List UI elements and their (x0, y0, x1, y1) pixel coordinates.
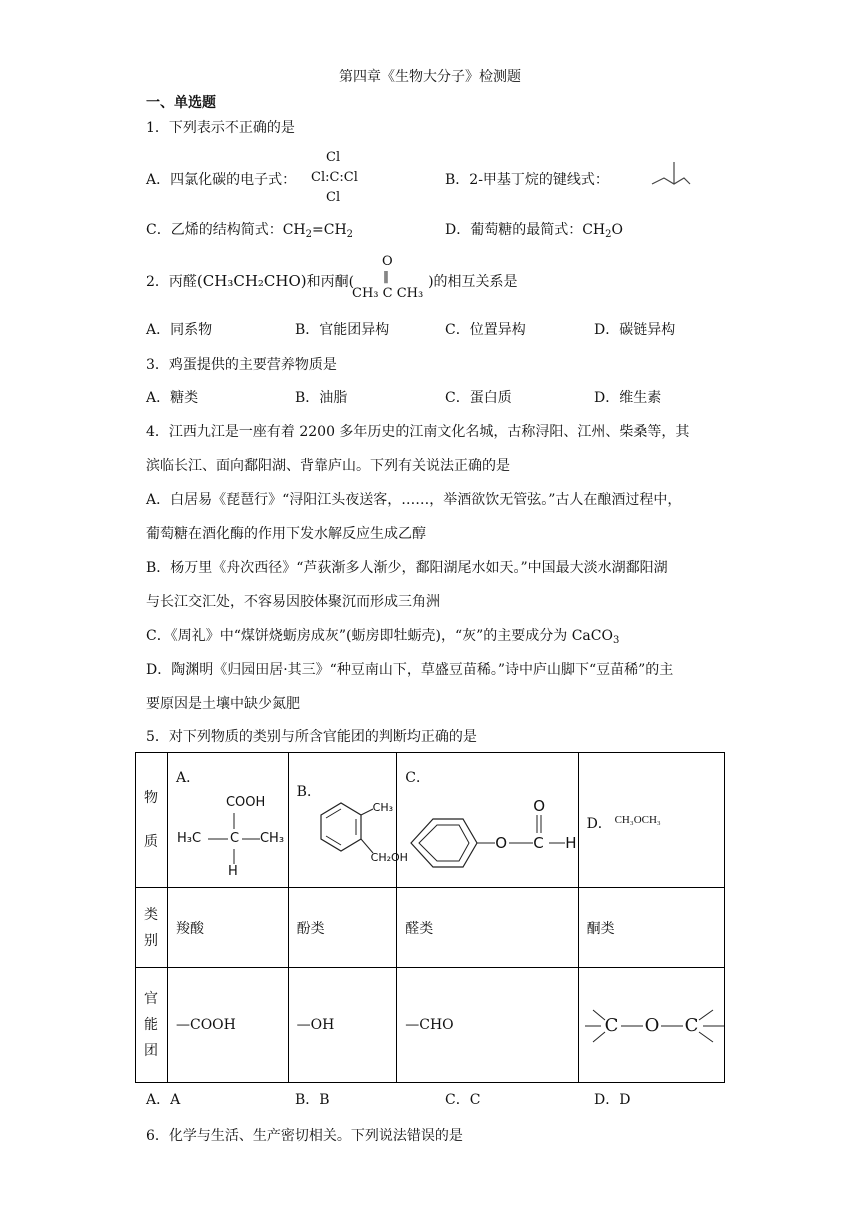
q5-row-substance (136, 753, 725, 888)
section-heading: 一、单选题 (146, 95, 216, 111)
o-methylbenzyl-alcohol-ring (289, 753, 397, 887)
category-c: 醛类 (397, 888, 578, 968)
q2-option-d: D．碳链异构 (594, 322, 676, 338)
q3-option-c: C．蛋白质 (445, 390, 512, 406)
category-a: 羧酸 (167, 888, 288, 968)
isobutyric-acid-bonds (168, 753, 288, 887)
q6-stem: 6．化学与生活、生产密切相关。下列说法错误的是 (146, 1128, 463, 1144)
q3-option-a: A．糖类 (146, 390, 199, 406)
q5-stem: 5．对下列物质的类别与所含官能团的判断均正确的是 (146, 729, 477, 745)
category-b: 酚类 (288, 888, 397, 968)
cell-d-structure: D． CH₃OCH₃ (578, 753, 724, 888)
q4-stem-line2: 滨临长江、面向鄱阳湖、背靠庐山。下列有关说法正确的是 (146, 458, 510, 474)
q2-option-b: B．官能团异构 (295, 322, 390, 338)
q4-option-d-line1: D．陶渊明《归园田居·其三》“种豆南山下，草盛豆苗稀。”诗中庐山脚下“豆苗稀”的主 (146, 662, 674, 678)
q4-stem-line1: 4．江西九江是一座有着 2200 多年历史的江南文化名城，古称浔阳、江州、柴桑等，其 (146, 424, 690, 440)
ccl4-top-cl: Cl (326, 150, 341, 165)
cell-b-structure: B． CH₃ CH₂OH (288, 753, 397, 888)
q5-option-a: A．A (146, 1092, 181, 1108)
q1-option-d: D．葡萄糖的最简式：$CH_2O$ (445, 222, 624, 240)
page-title: 第四章《生物大分子》检测题 (339, 69, 521, 85)
q1-option-b: B．2-甲基丁烷的键线式： (445, 172, 609, 188)
q5-row-category (136, 888, 725, 968)
q5-option-c: C．C (445, 1092, 481, 1108)
q4-option-b-line1: B．杨万里《舟次西径》“芦荻渐多人渐少，鄱阳湖尾水如天。”中国最大淡水湖鄱阳湖 (146, 560, 668, 576)
q4-option-b-line2: 与长江交汇处，不容易因胶体聚沉而形成三角洲 (146, 594, 440, 610)
2-methylbutane-skeletal-formula (650, 158, 692, 190)
q5-option-d: D．D (594, 1092, 631, 1108)
q4-option-c: C．《周礼》中“煤饼烧蛎房成灰”(蛎房即牡蛎壳)，“灰”的主要成分为 CaCO$_3$ (146, 628, 620, 646)
q4-option-a-line2: 葡萄糖在酒化酶的作用下发水解反应生成乙醇 (146, 526, 426, 542)
group-a: —COOH (167, 968, 288, 1083)
ccl4-bottom-cl: Cl (326, 190, 341, 205)
row-label-category: 类 别 (136, 888, 168, 968)
row-label-substance: 物 质 (136, 753, 168, 888)
q5-row-functional-group (136, 968, 725, 1083)
q2-stem: 2．丙醛(CH₃CH₂CHO)和丙酮( )的相互关系是 (146, 272, 518, 290)
q4-option-a-line1: A．白居易《琵琶行》“浔阳江头夜送客，……，举酒欲饮无管弦。”古人在酿酒过程中， (146, 492, 682, 508)
acetone-formula: CH₃ C CH₃ (352, 286, 424, 301)
category-d: 酮类 (578, 888, 724, 968)
q2-option-a: A．同系物 (146, 322, 213, 338)
ccl4-middle: Cl:C:Cl (311, 170, 358, 185)
group-d-ether-structure: C O C (578, 968, 724, 1083)
group-c: —CHO (397, 968, 578, 1083)
q3-option-b: B．油脂 (295, 390, 348, 406)
cell-a-structure: A． COOH H₃C C CH₃ H (167, 753, 288, 888)
phenyl-formate-structure (397, 753, 578, 887)
acetone-oxygen: O (382, 254, 393, 269)
cell-c-structure: C． O O C H (397, 753, 578, 888)
propanal-formula: (CH₃CH₂CHO) (196, 272, 307, 290)
q1-option-a-text: A．四氯化碳的电子式： (146, 172, 297, 188)
q4-option-d-line2: 要原因是土壤中缺少氮肥 (146, 696, 300, 712)
row-label-functional-group: 官 能 团 (136, 968, 168, 1083)
q1-option-c: C．乙烯的结构简式：$CH_2=CH_2$ (146, 222, 354, 240)
q3-stem: 3．鸡蛋提供的主要营养物质是 (146, 357, 337, 373)
q5-table (135, 752, 725, 1083)
q3-option-d: D．维生素 (594, 390, 662, 406)
q5-option-b: B．B (295, 1092, 330, 1108)
group-b: —OH (288, 968, 397, 1083)
q2-option-c: C．位置异构 (445, 322, 526, 338)
q1-option-a (146, 170, 296, 190)
q1-stem: 1．下列表示不正确的是 (146, 120, 295, 136)
acetone-double-bond: ‖ (383, 269, 389, 283)
